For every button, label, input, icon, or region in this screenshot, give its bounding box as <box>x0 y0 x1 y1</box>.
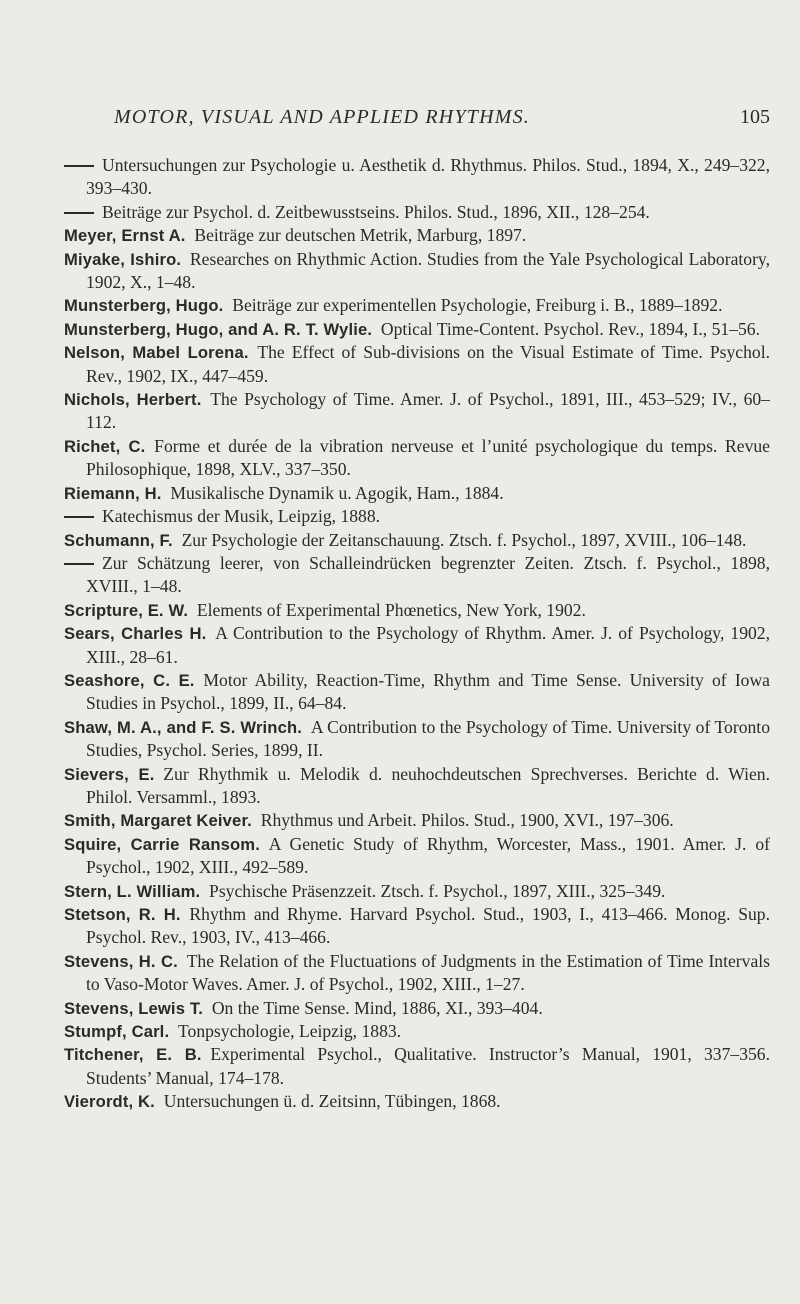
bibliography-entry <box>64 1020 770 1043</box>
entry-author: Sievers, E. <box>64 764 155 784</box>
entry-author: Miyake, Ishiro. <box>64 249 182 269</box>
entry-text: Zur Psychologie der Zeitanschauung. Ztsch. f. Psychol., 1897, XVIII., 106–148. <box>181 529 747 550</box>
bibliography-entry <box>64 669 770 716</box>
entry-text: Motor Ability, Reaction-Time, Rhythm and Time Sense. University of Iowa Studies in Psychol., 1899, II., 64–84. <box>86 669 770 714</box>
entry-author: Munsterberg, Hugo. <box>64 296 224 316</box>
entry-author: Stern, L. William. <box>64 881 201 901</box>
bibliography-entry <box>64 388 770 435</box>
entry-text: Rhythmus und Arbeit. Philos. Stud., 1900, XVI., 197–306. <box>260 810 674 831</box>
entry-author: Shaw, M. A., and F. S. Wrinch. <box>64 717 303 737</box>
entry-author: Squire, Carrie Ransom. <box>64 834 260 854</box>
bibliography-entry <box>64 997 770 1020</box>
entry-author: Smith, Margaret Keiver. <box>64 811 252 831</box>
bibliography-entry <box>64 529 770 552</box>
bibliography-entry <box>64 880 770 903</box>
entry-author: Scripture, E. W. <box>64 600 189 620</box>
entry-author: Vierordt, K. <box>64 1092 155 1112</box>
entry-text: A Contribution to the Psychology of Time. University of Toronto Studies, Psychol. Series, 1899, II. <box>86 716 770 761</box>
bibliography-entry <box>64 341 770 388</box>
entry-text: Forme et durée de la vibration nerveuse et l’unité psychologique du temps. Revue Philosophique, 1898, XLV., 337–350. <box>86 435 770 480</box>
ditto-dash <box>64 552 94 575</box>
bibliography-entry <box>64 318 770 341</box>
ditto-dash <box>64 201 94 224</box>
running-title: MOTOR, VISUAL AND APPLIED RHYTHMS. <box>114 106 531 128</box>
entry-text: On the Time Sense. Mind, 1886, XI., 393–404. <box>211 997 543 1018</box>
entry-author: Riemann, H. <box>64 483 162 503</box>
bibliography-entry <box>64 763 770 810</box>
bibliography-entry <box>64 622 770 669</box>
bibliography-entry <box>64 294 770 317</box>
entry-text: Tonpsychologie, Leipzig, 1883. <box>178 1021 402 1042</box>
bibliography-entry <box>64 224 770 247</box>
entry-text: Elements of Experimental Phœnetics, New York, 1902. <box>196 599 586 620</box>
entry-text: A Genetic Study of Rhythm, Worcester, Mass., 1901. Amer. J. of Psychol., 1902, XIII., 492–589. <box>86 833 771 878</box>
entry-author: Stumpf, Carl. <box>64 1022 170 1042</box>
entry-author: Sears, Charles H. <box>64 624 207 644</box>
entry-text: Optical Time-Content. Psychol. Rev., 1894, I., 51–56. <box>380 318 760 339</box>
entry-text: Musikalische Dynamik u. Agogik, Ham., 1884. <box>170 482 504 503</box>
entry-text: Rhythm and Rhyme. Harvard Psychol. Stud., 1903, I., 413–466. Monog. Sup. Psychol. Rev., 1903, IV., 413–466. <box>86 904 770 948</box>
bibliography-entry <box>64 1043 770 1090</box>
bibliography-entry <box>64 435 770 482</box>
bibliography-entry <box>64 482 770 505</box>
bibliography-entry <box>64 809 770 832</box>
entry-author: Seashore, C. E. <box>64 670 195 690</box>
entry-author: Stevens, Lewis T. <box>64 998 204 1018</box>
bibliography-entry <box>64 599 770 622</box>
entry-author: Meyer, Ernst A. <box>64 226 186 246</box>
ditto-dash <box>64 154 94 177</box>
bibliography-entry <box>64 505 770 528</box>
entry-text: The Relation of the Fluctuations of Judgments in the Estimation of Time Intervals to Vaso-Motor Waves. Amer. J. of Psychol., 1902, XIII., 1–27. <box>86 950 770 995</box>
page-number: 105 <box>740 106 770 128</box>
entry-author: Stetson, R. H. <box>64 905 181 924</box>
entry-author: Nichols, Herbert. <box>64 390 202 410</box>
entry-text: Researches on Rhythmic Action. Studies from the Yale Psychological Laboratory, 1902, X., 1–48. <box>86 248 770 293</box>
entry-author: Munsterberg, Hugo, and A. R. T. Wylie. <box>64 319 373 339</box>
bibliography-entry <box>64 833 770 880</box>
bibliography-entry <box>64 154 770 201</box>
entry-text: Beiträge zur experimentellen Psychologie, Freiburg i. B., 1889–1892. <box>232 295 723 316</box>
entry-author: Richet, C. <box>64 436 146 456</box>
entry-text: Katechismus der Musik, Leipzig, 1888. <box>102 506 381 527</box>
bibliography-entry <box>64 950 770 997</box>
entry-author: Schumann, F. <box>64 530 173 550</box>
entry-author: Stevens, H. C. <box>64 951 178 971</box>
entry-author: Nelson, Mabel Lorena. <box>64 343 249 363</box>
entry-author: Titchener, E. B. <box>64 1045 202 1065</box>
bibliography-entry <box>64 201 770 224</box>
ditto-dash <box>64 505 94 528</box>
running-head <box>64 106 770 136</box>
entry-text: Psychische Präsenzzeit. Ztsch. f. Psychol., 1897, XIII., 325–349. <box>209 880 666 901</box>
bibliography-entry <box>64 248 770 295</box>
bibliography-entry <box>64 552 770 599</box>
entry-text: A Contribution to the Psychology of Rhythm. Amer. J. of Psychology, 1902, XIII., 28–61. <box>86 623 770 667</box>
entry-text: Beiträge zur Psychol. d. Zeitbewusstseins. Philos. Stud., 1896, XII., 128–254. <box>102 201 650 222</box>
bibliography-entry <box>64 903 770 950</box>
bibliography-entry <box>64 716 770 763</box>
bibliography-entry <box>64 1090 770 1113</box>
entry-text: Untersuchungen ü. d. Zeitsinn, Tübingen, 1868. <box>163 1091 501 1112</box>
entry-text: Zur Rhythmik u. Melodik d. neuhochdeutschen Sprechverses. Berichte d. Wien. Philol. Versamml., 1893. <box>86 763 770 807</box>
entry-text: Beiträge zur deutschen Metrik, Marburg, 1897. <box>194 225 527 246</box>
bibliography-list <box>64 154 770 1114</box>
entry-text: Zur Schätzung leerer, von Schalleindrücken begrenzter Zeiten. Ztsch. f. Psychol., 1898, XVIII., 1–48. <box>86 552 770 597</box>
entry-text: Experimental Psychol., Qualitative. Instructor’s Manual, 1901, 337–356. Students’ Manual, 174–178. <box>86 1044 770 1088</box>
entry-text: Untersuchungen zur Psychologie u. Aesthetik d. Rhythmus. Philos. Stud., 1894, X., 249–322, 393–430. <box>86 155 770 199</box>
entry-text: The Effect of Sub-divisions on the Visual Estimate of Time. Psychol. Rev., 1902, IX., 447–459. <box>86 342 770 386</box>
entry-text: The Psychology of Time. Amer. J. of Psychol., 1891, III., 453–529; IV., 60–112. <box>86 389 770 433</box>
